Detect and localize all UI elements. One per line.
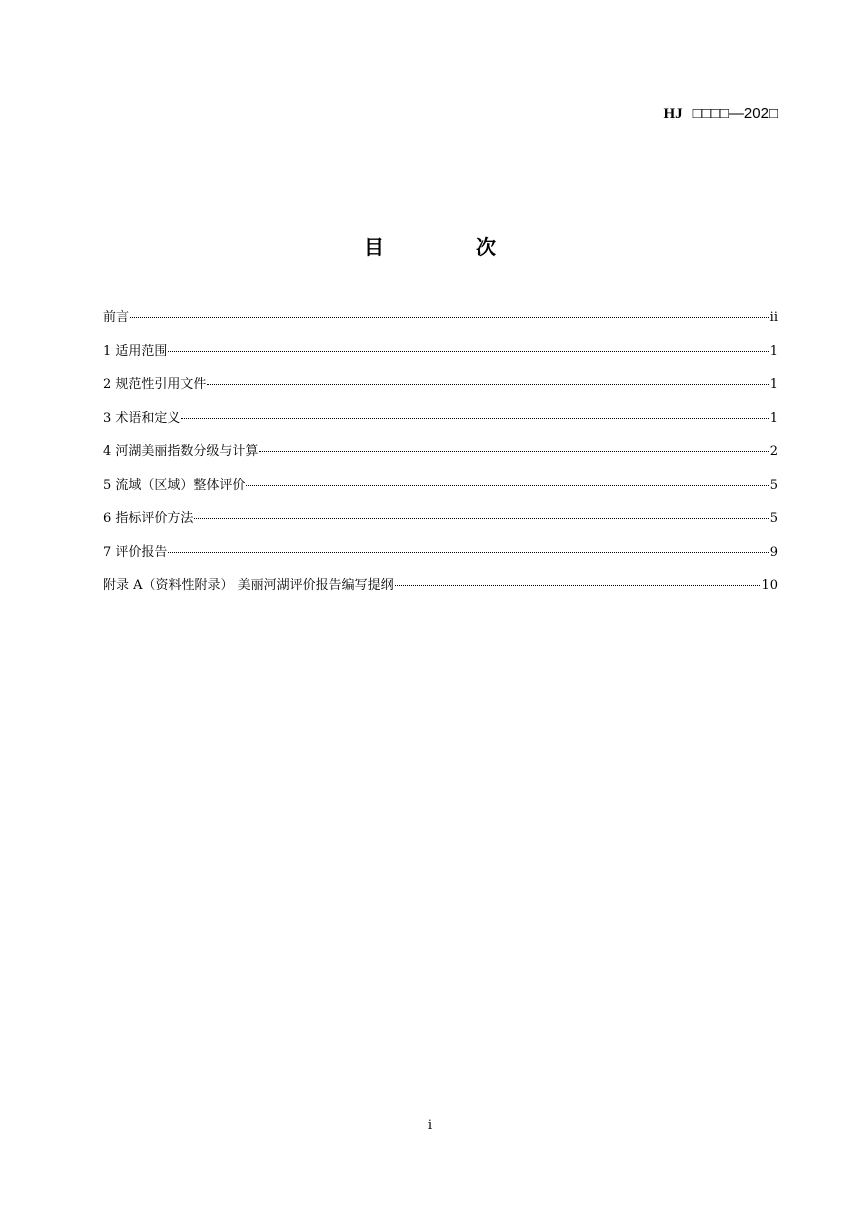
toc-entry-label: 7 评价报告 [103,544,168,560]
toc-entry-page: 10 [761,578,778,593]
page-number: i [427,1118,433,1133]
toc-leader-dots [130,317,769,318]
toc-entry-page: 1 [769,410,778,426]
standard-prefix: HJ [663,106,683,122]
toc-entry-page: 5 [769,477,778,493]
toc-entry-label: 附录 A（资料性附录） 美丽河湖评价报告编写提纲 [103,578,394,593]
toc-entry-label: 前言 [103,310,130,325]
toc-entry-basin-evaluation[interactable] [103,476,778,510]
toc-entry-indicator-methods[interactable] [103,509,778,543]
toc-entry-page: ii [769,310,778,325]
toc-entry-label: 1 适用范围 [103,343,168,359]
table-of-contents [103,308,778,610]
toc-entry-label: 6 指标评价方法 [103,511,194,526]
toc-leader-dots [194,518,768,519]
standard-number: □□□□—202□ [692,105,778,122]
toc-leader-dots [207,384,768,385]
toc-leader-dots [395,585,761,586]
toc-entry-page: 9 [769,544,778,560]
toc-leader-dots [168,552,768,553]
toc-entry-normative-references[interactable] [103,375,778,409]
toc-entry-terms-definitions[interactable] [103,409,778,443]
toc-leader-dots [181,418,768,419]
toc-entry-evaluation-report[interactable] [103,543,778,577]
document-code [664,104,779,123]
toc-entry-page: 1 [769,343,778,359]
toc-entry-page: 2 [769,444,778,459]
toc-entry-appendix-a[interactable] [103,576,778,610]
toc-leader-dots [246,485,768,486]
toc-entry-label: 4 河湖美丽指数分级与计算 [103,444,259,459]
toc-entry-page: 1 [769,377,778,392]
toc-leader-dots [168,351,768,352]
toc-entry-foreword[interactable] [103,308,778,342]
toc-entry-label: 5 流域（区域）整体评价 [103,477,246,493]
toc-entry-label: 3 术语和定义 [103,410,181,426]
toc-entry-page: 5 [769,511,778,526]
toc-entry-label: 2 规范性引用文件 [103,377,207,392]
page-title: 目 次 [364,235,532,259]
toc-entry-scope[interactable] [103,342,778,376]
toc-leader-dots [259,451,768,452]
toc-entry-index-grading[interactable] [103,442,778,476]
